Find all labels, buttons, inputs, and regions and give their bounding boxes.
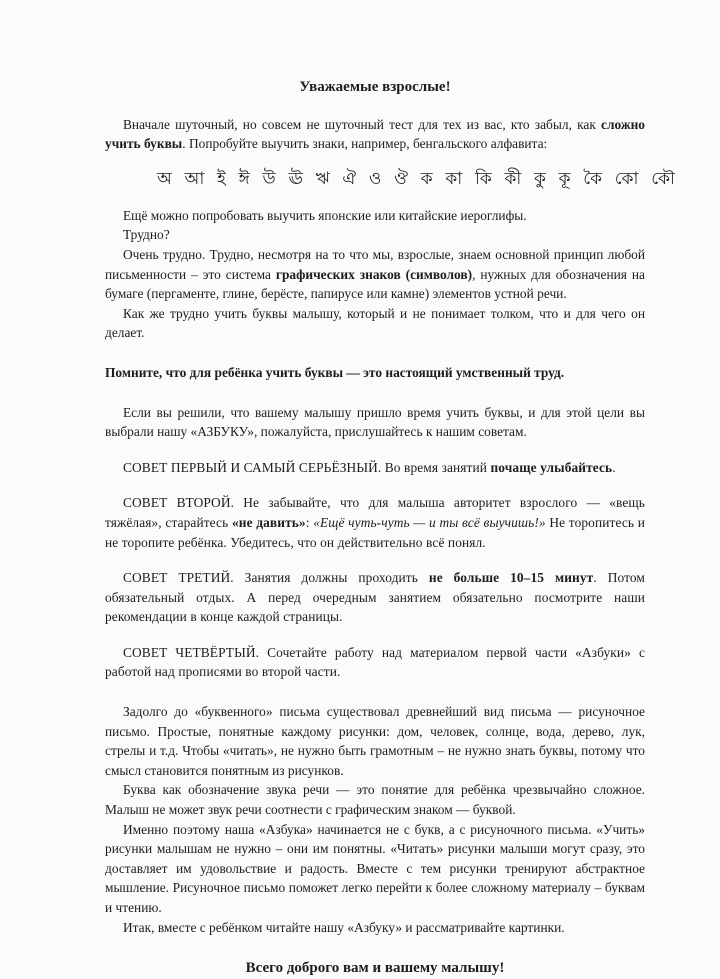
advice-4-heading: СОВЕТ ЧЕТВЁРТЫЙ [123,644,256,660]
intro-paragraph [105,115,645,154]
advice-2-colon: : [305,514,314,530]
document-page [105,78,675,979]
bengali-letter: কি [474,168,492,189]
together-paragraph: Итак, вместе с ребёнком читайте нашу «Азбуку» и рассматривайте картинки. [123,919,565,935]
bengali-letter: কু [533,168,546,189]
intro-text-end: . Попробуйте выучить знаки, например, бенгальского алфавита: [182,136,548,152]
bengali-letter: কৈ [583,168,603,189]
advice-2-italic: «Ещё чуть-чуть — и ты всё выучишь!» [313,514,546,530]
hard-question: Трудно? [123,227,170,243]
bengali-letter: আ [184,168,205,189]
advice-1-heading: СОВЕТ ПЕРВЫЙ И САМЫЙ СЕРЬЁЗНЫЙ [123,459,378,475]
bengali-letter: অ [157,168,172,189]
intro-bold: сложно учить буквы [105,116,645,152]
intro-text: Вначале шуточный, но совсем не шуточный тест для тех из вас, кто забыл, как [123,116,602,132]
hard-text: Очень трудно. Трудно, несмотря на то что мы, взрослые, знаем основной принцип любой письменности – это система [105,246,645,282]
bengali-letter: উ [262,168,276,189]
decided-paragraph: Если вы решили, что вашему малышу пришло время учить буквы, и для этой цели вы выбрали нашу «АЗБУКУ», пожалуйста, прислушайтесь к нашим советам. [105,404,645,440]
bengali-letter: ঔ [394,168,409,189]
advice-3-heading: СОВЕТ ТРЕТИЙ [123,570,231,586]
bengali-letter: ই [217,168,226,189]
advice-1 [105,458,645,478]
advice-1-end: . [612,459,616,475]
letter-paragraph: Буква как обозначение звука речи — это понятие для ребёнка чрезвычайно сложное. Малыш не может звук речи соотнести с графическим знаком — буквой. [105,782,645,818]
bengali-letter: কো [614,168,639,189]
history-paragraph: Задолго до «буквенного» письма существовал древнейший вид письма — рисуночное письмо. Простые, понятные каждому рисунки: дом, человек, солнце, вода, дерево, лук, стрелы и т.д. Чтобы «читать», не нужно быть грамотным – не нужно знать буквы, потому что смысл становится понятным из рисунков. [105,704,645,778]
page-title: Уважаемые взрослые! [299,79,451,95]
advice-2-text-end: Не торопитесь и не торопите ребёнка. Убедитесь, что он действительно всё понял. [105,514,645,550]
bengali-letter: কৌ [651,168,675,189]
japanese-paragraph: Ещё можно попробовать выучить японские или китайские иероглифы. [123,207,527,223]
bengali-letter: ঐ [342,168,357,189]
advice-4-text: . Сочетайте работу над материалом первой части «Азбуки» с работой над прописями во второй части. [105,644,646,680]
remember-bold: Помните, что для ребёнка учить буквы — это настоящий умственный труд. [105,364,565,380]
advice-3-bold: не больше 10–15 минут [428,570,594,586]
advice-2-text: . Не забывайте, что для малыша авторитет взрослого — «вещь тяжёлая», старайтесь [105,495,645,530]
advice-2-heading: СОВЕТ ВТОРОЙ [123,495,231,511]
hard-paragraph [105,245,645,304]
advice-3-text: . Занятия должны проходить [230,570,429,586]
hard-text-end: , нужных для обозначения на бумаге (пергаменте, глине, берёсте, папирусе или камне) элементов устной речи. [105,266,645,302]
bengali-letter: কূ [558,168,571,189]
bengali-letter: কা [445,168,463,189]
advice-2 [105,493,645,552]
remember-paragraph [105,363,645,383]
bengali-letter: ক [420,168,433,189]
advice-1-text: . Во время занятий [377,459,491,475]
advice-4 [105,643,645,682]
bengali-letter: কী [504,168,522,189]
why-paragraph: Именно поэтому наша «Азбука» начинается не с букв, а с рисуночного письма. «Учить» рисунки малышам не нужно – они им понятны. «Читать» рисунки малыши могут сразу, это доставляет им удовольствие и радость. Вместе с тем рисунки тренируют абстрактное мышление. Рисуночное письмо поможет легко перейти к более сложному материалу – буквам и чтению. [105,821,645,915]
bengali-letter: ঋ [315,168,330,189]
advice-2-bold: «не давить» [231,514,306,530]
closing-line: Всего доброго вам и вашему малышу! [245,960,505,977]
bengali-alphabet-row [157,166,675,194]
child-paragraph: Как же трудно учить буквы малышу, который и не понимает толком, что и для чего он делает. [105,305,645,341]
advice-3-text-end: . Потом обязательный отдых. А перед очередным занятием обязательно посмотрите наши рекомендации в конце каждой страницы. [105,570,645,625]
hard-bold: графических знаков (символов) [275,266,473,282]
advice-1-bold: почаще улыбайтесь [490,459,613,475]
advice-3 [105,568,645,627]
bengali-letter: ঈ [238,168,250,189]
bengali-letter: ও [368,168,382,189]
bengali-letter: ঊ [288,168,303,189]
